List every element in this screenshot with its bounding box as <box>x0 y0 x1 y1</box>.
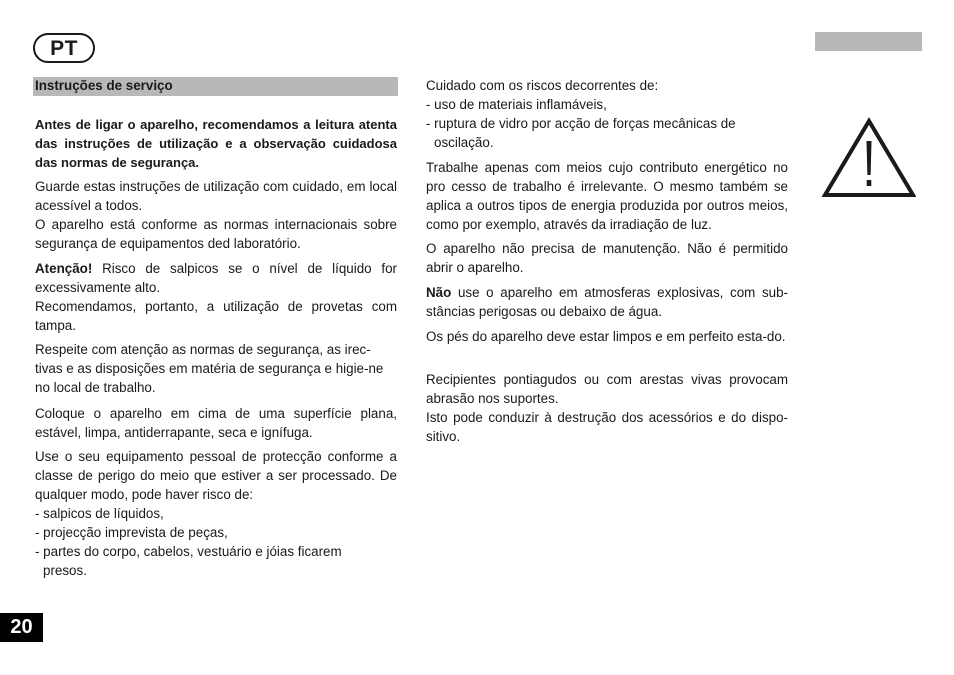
explosive-text: use o aparelho em atmosferas explosivas, com sub-stâncias perigosas ou debaixo de água. <box>426 285 788 319</box>
paragraph-recommend: Recomendamos, portanto, a utilização de provetas com tampa. <box>35 299 397 333</box>
page-number <box>0 613 43 642</box>
language-code: PT <box>50 36 78 60</box>
paragraph-explosive <box>426 283 788 321</box>
intro-bold: Antes de ligar o aparelho, recomendamos a leitura atenta das instruções de utilização e a observação cuidadosa das normas de segurança. <box>35 117 397 170</box>
language-badge <box>33 33 95 63</box>
list-item: - uso de materiais inflamáveis, <box>426 97 607 112</box>
attention-text: Risco de salpicos se o nível de líquido for excessivamente alto. <box>35 261 397 295</box>
paragraph-attention <box>35 259 397 297</box>
list-item: - ruptura de vidro por acção de forças mecânicas de oscilação. <box>426 116 736 150</box>
list-item: - salpicos de líquidos, <box>35 506 164 521</box>
page-number-text: 20 <box>10 616 33 638</box>
paragraph-protection: Use o seu equipamento pessoal de protecção conforme a classe de perigo do meio que estiver a ser processado. De qualquer modo, pode haver risco de: <box>35 449 397 502</box>
paragraph-maintenance: O aparelho não precisa de manutenção. Não é permitido abrir o aparelho. <box>426 241 788 275</box>
paragraph-energy: Trabalhe apenas com meios cujo contributo energético no pro cesso de trabalho é irrelevante. O mesmo também se aplica a outros tipos de energia produzida por outros meios, como por exemplo, através da irradiação de luz. <box>426 160 788 232</box>
paragraph-conformity: O aparelho está conforme as normas internacionais sobre segurança de equipamentos ded laboratório. <box>35 217 397 251</box>
paragraph-destruction: Isto pode conduzir à destrução dos acessórios e do dispo-sitivo. <box>426 410 788 444</box>
section-title: Instruções de serviço <box>33 77 398 96</box>
paragraph-feet: Os pés do aparelho deve estar limpos e em perfeito esta-do. <box>426 329 786 344</box>
paragraph-storage: Guarde estas instruções de utilização com cuidado, em local acessível a todos. <box>35 179 397 213</box>
paragraph-placement: Coloque o aparelho em cima de uma superfície plana, estável, limpa, antiderrapante, seca e ignífuga. <box>35 406 397 440</box>
paragraph-safety-rules: Respeite com atenção as normas de segurança, as irec-tivas e as disposições em matéria de segurança e higie-ne no local de trabalho. <box>35 342 384 395</box>
nao-label: Não <box>426 285 452 300</box>
header-tab-marker <box>815 32 922 51</box>
paragraph-risks-intro: Cuidado com os riscos decorrentes de: <box>426 78 659 93</box>
paragraph-sharp-containers: Recipientes pontiagudos ou com arestas vivas provocam abrasão nos suportes. <box>426 372 788 406</box>
right-column <box>426 76 788 456</box>
list-item: - partes do corpo, cabelos, vestuário e jóias ficarem presos. <box>35 544 342 578</box>
attention-label: Atenção! <box>35 261 93 276</box>
list-item: - projecção imprevista de peças, <box>35 525 228 540</box>
warning-triangle-icon <box>822 117 916 199</box>
left-column <box>35 115 397 585</box>
